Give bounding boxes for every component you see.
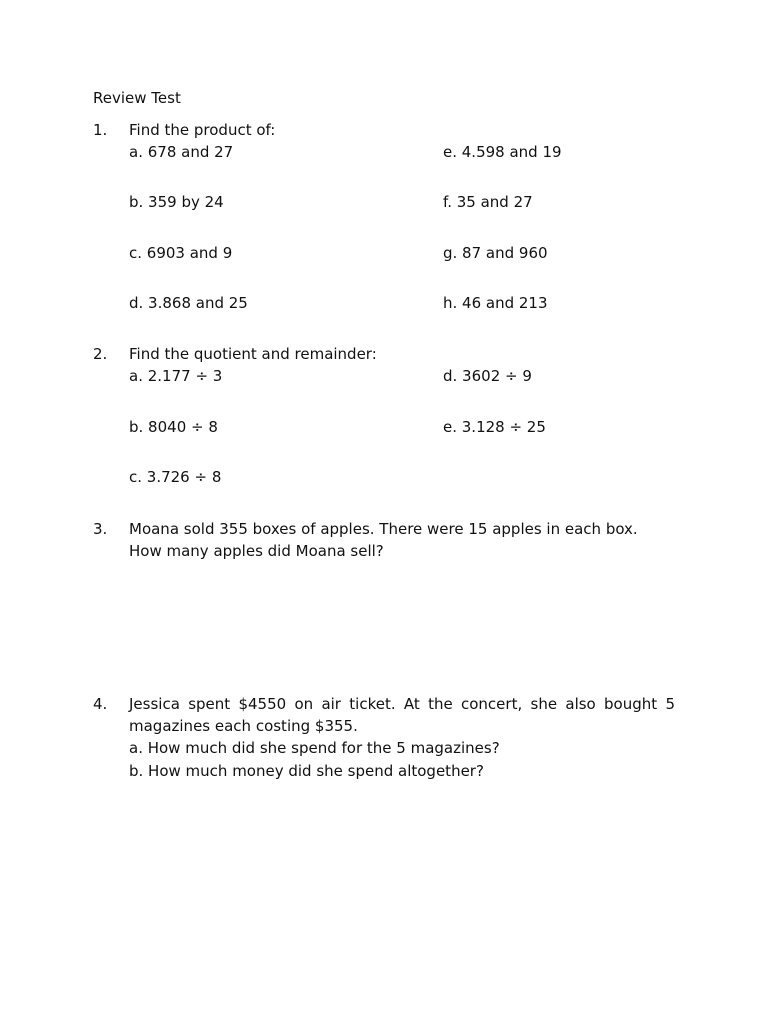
q1-item-h: h. 46 and 213 — [443, 294, 548, 312]
q4-sub-a: a. How much did she spend for the 5 magazines? — [129, 739, 500, 757]
q4-text: Jessica spent $4550 on air ticket. At the concert, she also bought 5 magazines each costing $355. — [129, 695, 675, 735]
q1-item-e: e. 4.598 and 19 — [443, 143, 562, 161]
q2-item-b: b. 8040 ÷ 8 — [129, 418, 218, 436]
q2-number: 2. — [93, 345, 108, 363]
q1-item-a: a. 678 and 27 — [129, 143, 234, 161]
q1-item-g: g. 87 and 960 — [443, 244, 548, 262]
q1-item-c: c. 6903 and 9 — [129, 244, 233, 262]
q4-number: 4. — [93, 695, 108, 713]
q1-number: 1. — [93, 121, 108, 139]
q1-item-d: d. 3.868 and 25 — [129, 294, 248, 312]
q2-item-c: c. 3.726 ÷ 8 — [129, 468, 222, 486]
q1-item-f: f. 35 and 27 — [443, 193, 533, 211]
q2-item-e: e. 3.128 ÷ 25 — [443, 418, 546, 436]
q4-sub-b: b. How much money did she spend altogether? — [129, 762, 484, 780]
q1-prompt: Find the product of: — [129, 121, 276, 139]
q3-number: 3. — [93, 520, 108, 538]
q1-item-b: b. 359 by 24 — [129, 193, 224, 211]
page-title: Review Test — [93, 89, 181, 107]
q2-item-d: d. 3602 ÷ 9 — [443, 367, 532, 385]
q2-prompt: Find the quotient and remainder: — [129, 345, 377, 363]
q3-text: Moana sold 355 boxes of apples. There were 15 apples in each box. How many apples did Moana sell? — [129, 520, 638, 560]
q2-item-a: a. 2.177 ÷ 3 — [129, 367, 223, 385]
